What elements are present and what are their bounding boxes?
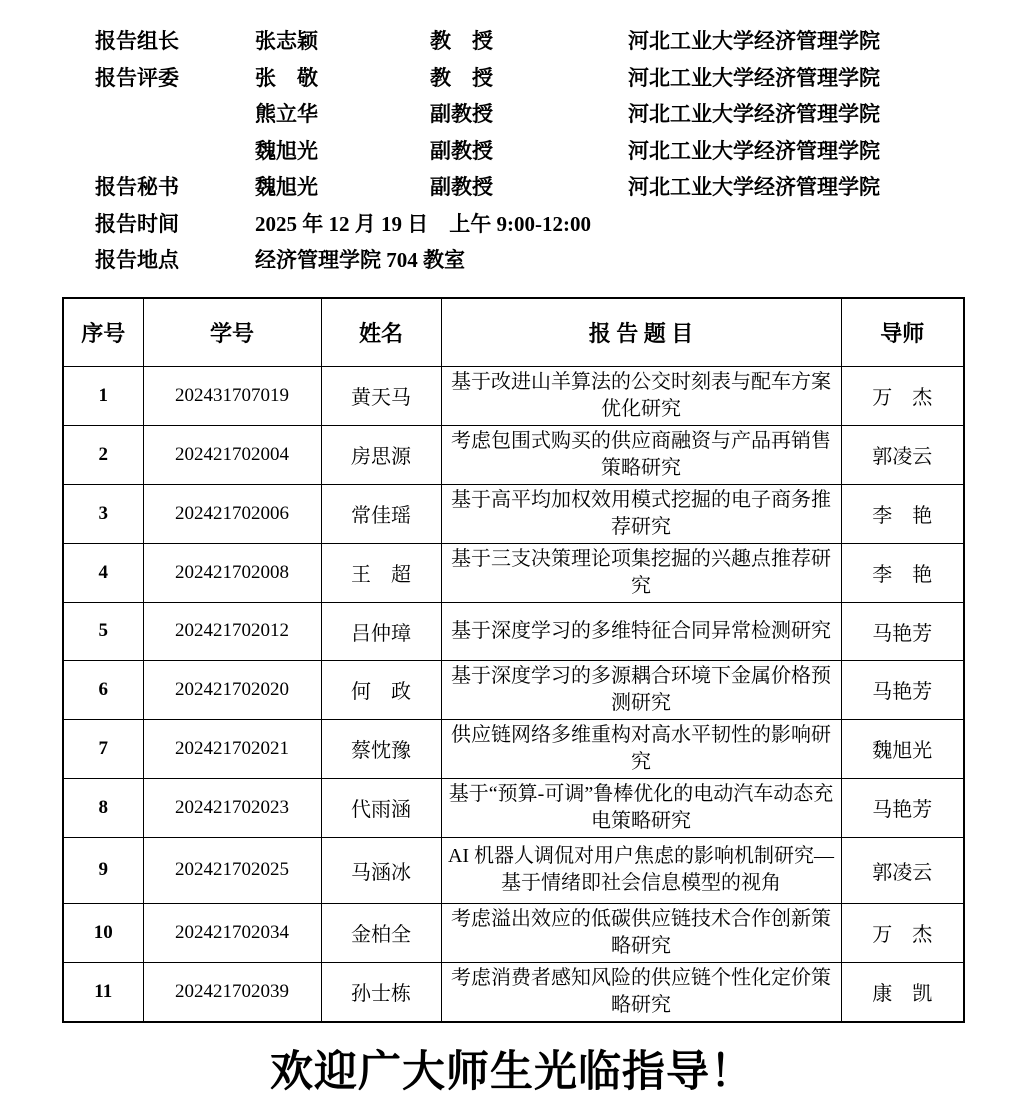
row-name: 金柏全 [321,903,441,962]
row-name: 吕仲璋 [321,602,441,660]
row-title: 基于深度学习的多源耦合环境下金属价格预测研究 [441,660,841,719]
row-advisor: 魏旭光 [841,719,964,778]
row-student-id: 202421702039 [143,962,321,1022]
row-advisor: 郭凌云 [841,425,964,484]
header-name: 姓名 [321,298,441,366]
row-name: 蔡忱豫 [321,719,441,778]
row-title: 基于三支决策理论项集挖掘的兴趣点推荐研究 [441,543,841,602]
info-affiliation: 河北工业大学经济管理学院 [628,29,880,54]
info-row-committee-1 [95,59,965,96]
row-no: 3 [63,484,143,543]
row-no: 8 [63,778,143,837]
info-person-title: 教 授 [430,65,493,90]
row-advisor: 万 杰 [841,366,964,425]
row-name: 何 政 [321,660,441,719]
row-name: 黄天马 [321,366,441,425]
row-advisor: 郭凌云 [841,837,964,903]
info-person-name: 魏旭光 [255,138,318,163]
info-row-leader [95,22,965,59]
row-title: 供应链网络多维重构对高水平韧性的影响研究 [441,719,841,778]
row-advisor: 李 艳 [841,484,964,543]
info-person-title: 副教授 [430,138,493,163]
info-person-title: 副教授 [430,175,493,200]
info-affiliation: 河北工业大学经济管理学院 [628,65,880,90]
info-label: 报告组长 [95,29,179,54]
row-title: 基于改进山羊算法的公交时刻表与配车方案优化研究 [441,366,841,425]
row-student-id: 202421702023 [143,778,321,837]
row-advisor: 马艳芳 [841,602,964,660]
row-student-id: 202421702025 [143,837,321,903]
info-affiliation: 河北工业大学经济管理学院 [628,175,880,200]
row-title: 基于“预算-可调”鲁棒优化的电动汽车动态充电策略研究 [441,778,841,837]
row-no: 6 [63,660,143,719]
header-advisor: 导师 [841,298,964,366]
info-row-time [95,205,965,242]
row-advisor: 康 凯 [841,962,964,1022]
table-row [63,484,964,543]
row-no: 11 [63,962,143,1022]
row-advisor: 马艳芳 [841,660,964,719]
row-name: 王 超 [321,543,441,602]
time-label: 报告时间 [95,211,179,236]
time-value: 2025 年 12 月 19 日 上午 9:00-12:00 [255,211,591,236]
schedule-table [62,297,965,1023]
info-label: 报告评委 [95,65,179,90]
info-row-secretary [95,168,965,205]
row-no: 1 [63,366,143,425]
row-title: 考虑包围式购买的供应商融资与产品再销售策略研究 [441,425,841,484]
row-title: 考虑消费者感知风险的供应链个性化定价策略研究 [441,962,841,1022]
info-row-location [95,241,965,278]
row-student-id: 202421702006 [143,484,321,543]
row-student-id: 202421702021 [143,719,321,778]
info-affiliation: 河北工业大学经济管理学院 [628,138,880,163]
info-affiliation: 河北工业大学经济管理学院 [628,102,880,127]
header-title: 报 告 题 目 [441,298,841,366]
location-label: 报告地点 [95,248,179,273]
row-no: 9 [63,837,143,903]
location-value: 经济管理学院 704 教室 [255,248,465,273]
row-name: 常佳瑶 [321,484,441,543]
table-row [63,543,964,602]
info-person-name: 张志颖 [255,29,318,54]
row-student-id: 202421702034 [143,903,321,962]
row-no: 5 [63,602,143,660]
row-title: 基于高平均加权效用模式挖掘的电子商务推荐研究 [441,484,841,543]
row-no: 7 [63,719,143,778]
header-no: 序号 [63,298,143,366]
table-row [63,719,964,778]
row-advisor: 马艳芳 [841,778,964,837]
table-row [63,366,964,425]
table-row [63,903,964,962]
info-person-name: 熊立华 [255,102,318,127]
table-row [63,837,964,903]
row-student-id: 202421702020 [143,660,321,719]
table-row [63,425,964,484]
row-no: 10 [63,903,143,962]
row-student-id: 202421702012 [143,602,321,660]
row-no: 2 [63,425,143,484]
table-header-row [63,298,964,366]
row-advisor: 李 艳 [841,543,964,602]
row-title: AI 机器人调侃对用户焦虑的影响机制研究—基于情绪即社会信息模型的视角 [441,837,841,903]
table-row [63,602,964,660]
row-student-id: 202421702004 [143,425,321,484]
info-person-title: 副教授 [430,102,493,127]
row-advisor: 万 杰 [841,903,964,962]
info-person-title: 教 授 [430,29,493,54]
row-name: 房思源 [321,425,441,484]
report-info-block [95,22,965,278]
info-row-committee-2 [95,95,965,132]
row-title: 基于深度学习的多维特征合同异常检测研究 [441,602,841,660]
footer-welcome-text: 欢迎广大师生光临指导！ [270,1049,754,1096]
row-no: 4 [63,543,143,602]
row-name: 代雨涵 [321,778,441,837]
row-student-id: 202431707019 [143,366,321,425]
info-label: 报告秘书 [95,175,179,200]
info-person-name: 魏旭光 [255,175,318,200]
info-row-committee-3 [95,132,965,169]
row-name: 马涵冰 [321,837,441,903]
row-name: 孙士栋 [321,962,441,1022]
table-row [63,962,964,1022]
row-student-id: 202421702008 [143,543,321,602]
table-row [63,778,964,837]
table-row [63,660,964,719]
header-student-id: 学号 [143,298,321,366]
info-person-name: 张 敬 [255,65,318,90]
row-title: 考虑溢出效应的低碳供应链技术合作创新策略研究 [441,903,841,962]
